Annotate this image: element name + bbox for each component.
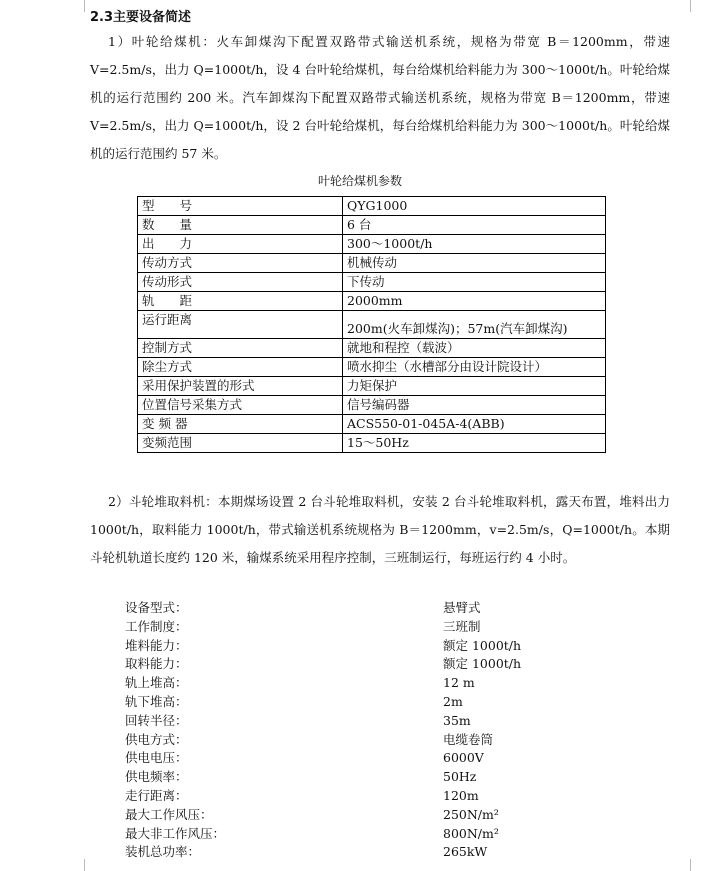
spec-label: 供电电压： — [125, 750, 188, 766]
paragraph-bucket-wheel-stacker: 2）斗轮堆取料机：本期煤场设置 2 台斗轮堆取料机，安装 2 台斗轮堆取料机，露天布置，堆料出力 1000t/h，取料能力 1000t/h，带式输送机系统规格为 B＝1200mm，v=2.5m/s，Q=1000t/h。本期斗轮机轨道长度约 120 米，输煤系统采用程序控制，三班制运行，每班运行约 4 小时。 — [90, 494, 670, 565]
table-row — [138, 216, 606, 235]
table-row — [138, 358, 606, 377]
list-item — [125, 655, 585, 674]
margin-mark-bottom-left — [72, 859, 85, 871]
table-row — [138, 311, 606, 339]
table-row — [138, 235, 606, 254]
list-item — [125, 599, 585, 618]
param-value: 信号编码器 — [343, 396, 606, 415]
spec-label: 堆料能力： — [125, 637, 188, 653]
list-item — [125, 806, 585, 825]
spec-label: 走行距离： — [125, 787, 188, 803]
spec-label: 装机总功率： — [125, 844, 201, 860]
param-value: QYG1000 — [343, 197, 606, 216]
paragraph-impeller-feeder: 1）叶轮给煤机：火车卸煤沟下配置双路带式输送机系统，规格为带宽 B＝1200mm，带速 V=2.5m/s，出力 Q=1000t/h，设 4 台叶轮给煤机，每台给煤机给料能力为 300～1000t/h。叶轮给煤机的运行范围约 200 米。汽车卸煤沟下配置双路带式输送机系统，规格为带宽 B＝1200mm，带速 V=2.5m/s，出力 Q=1000t/h，设 2 台叶轮给煤机，每台给煤机给料能力为 300～1000t/h。叶轮给煤机的运行范围约 57 米。 — [90, 34, 670, 161]
param-key: 位置信号采集方式 — [138, 396, 343, 415]
param-key: 采用保护装置的形式 — [138, 377, 343, 396]
param-key: 变 频 器 — [138, 415, 343, 434]
table-row — [138, 197, 606, 216]
spec-label: 轨下堆高： — [125, 693, 188, 709]
spec-label: 工作制度： — [125, 618, 188, 634]
list-item — [125, 787, 585, 806]
list-item — [125, 749, 585, 768]
param-value: 力矩保护 — [343, 377, 606, 396]
spec-label: 轨上堆高： — [125, 675, 188, 691]
param-value: 6 台 — [343, 216, 606, 235]
param-key: 传动形式 — [138, 273, 343, 292]
param-value: 机械传动 — [343, 254, 606, 273]
spec-value: 50Hz — [443, 769, 477, 785]
stacker-spec-list — [125, 599, 585, 862]
param-value: 2000mm — [343, 292, 606, 311]
table-row — [138, 254, 606, 273]
param-key: 传动方式 — [138, 254, 343, 273]
spec-label: 最大非工作风压： — [125, 825, 226, 841]
param-key: 变频范围 — [138, 434, 343, 453]
spec-value: 三班制 — [443, 618, 481, 634]
param-key: 除尘方式 — [138, 358, 343, 377]
spec-label: 供电方式： — [125, 731, 188, 747]
param-key: 轨 距 — [138, 292, 343, 311]
spec-value: 250N/m² — [443, 806, 499, 822]
table-caption: 叶轮给煤机参数 — [317, 174, 402, 188]
spec-value: 2m — [443, 693, 463, 709]
margin-mark-top-left — [72, 0, 85, 12]
table-row — [138, 273, 606, 292]
param-value: 15～50Hz — [343, 434, 606, 453]
list-item — [125, 674, 585, 693]
list-item — [125, 843, 585, 862]
spec-value: 6000V — [443, 750, 484, 766]
section-heading: 2.3主要设备简述 — [90, 10, 192, 25]
spec-value: 额定 1000t/h — [443, 637, 522, 653]
param-key: 控制方式 — [138, 339, 343, 358]
spec-value: 电缆卷筒 — [443, 731, 494, 747]
table-row — [138, 377, 606, 396]
list-item — [125, 618, 585, 637]
param-value: 喷水抑尘（水槽部分由设计院设计） — [343, 358, 606, 377]
list-item — [125, 693, 585, 712]
table-row — [138, 415, 606, 434]
spec-value: 额定 1000t/h — [443, 656, 522, 672]
param-value: 200m(火车卸煤沟)；57m(汽车卸煤沟) — [343, 311, 606, 339]
param-value: 下传动 — [343, 273, 606, 292]
table-row — [138, 434, 606, 453]
spec-value: 35m — [443, 712, 471, 728]
spec-label: 供电频率： — [125, 769, 188, 785]
table-row — [138, 396, 606, 415]
margin-mark-top-right — [690, 0, 703, 12]
param-value: ACS550-01-045A-4(ABB) — [343, 415, 606, 434]
spec-label: 设备型式： — [125, 600, 188, 615]
spec-value: 800N/m² — [443, 825, 499, 841]
list-item — [125, 731, 585, 750]
spec-label: 取料能力： — [125, 656, 188, 672]
param-key: 运行距离 — [138, 311, 343, 339]
table-row — [138, 292, 606, 311]
param-key: 数 量 — [138, 216, 343, 235]
table-row — [138, 339, 606, 358]
list-item — [125, 712, 585, 731]
list-item — [125, 768, 585, 787]
list-item — [125, 637, 585, 656]
spec-value: 悬臂式 — [443, 600, 481, 615]
param-value: 300～1000t/h — [343, 235, 606, 254]
spec-value: 12 m — [443, 675, 475, 691]
spec-label: 最大工作风压： — [125, 806, 213, 822]
param-key: 型 号 — [138, 197, 343, 216]
impeller-feeder-parameter-table — [137, 196, 606, 453]
param-value: 就地和程控（载波） — [343, 339, 606, 358]
list-item — [125, 825, 585, 844]
spec-value: 120m — [443, 787, 479, 803]
param-key: 出 力 — [138, 235, 343, 254]
spec-label: 回转半径： — [125, 712, 188, 728]
spec-value: 265kW — [443, 844, 488, 860]
margin-mark-bottom-right — [690, 859, 703, 871]
